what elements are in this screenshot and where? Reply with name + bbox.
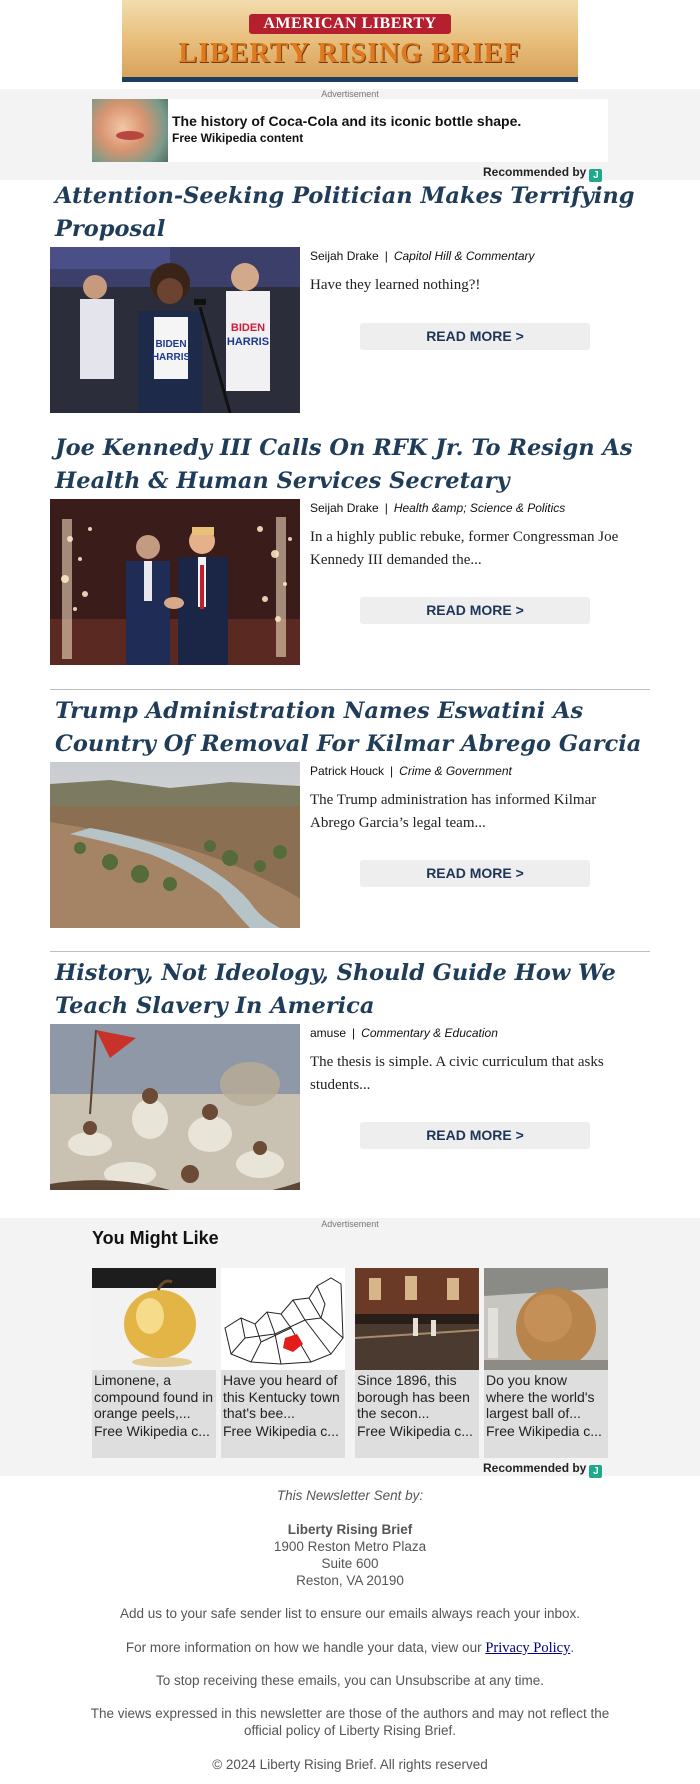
recommendation-card[interactable] (355, 1268, 479, 1458)
unsubscribe-note[interactable]: To stop receiving these emails, you can Unsubscribe at any time. (156, 1673, 544, 1688)
article-title[interactable]: Attention-Seeking Politician Makes Terrifying Proposal (55, 183, 635, 242)
recommendation-image (355, 1268, 479, 1370)
article-image[interactable] (50, 1024, 300, 1190)
ad-source: Free Wikipedia content (172, 131, 304, 145)
recommendation-source: Free Wikipedia c... (357, 1423, 473, 1439)
recommendation-card[interactable] (92, 1268, 216, 1458)
article-author: Patrick Houck (310, 764, 385, 778)
ad-thumbnail (92, 99, 168, 162)
disclaimer: The views expressed in this newsletter are those of the authors and may not reflect the official policy of Liberty Rising Brief. (90, 1706, 610, 1738)
ad-label: Advertisement (321, 89, 379, 99)
recommender-logo-icon: J (589, 1465, 602, 1478)
read-more-button[interactable]: READ MORE > (360, 860, 590, 887)
header-banner[interactable] (122, 0, 578, 82)
article-title[interactable]: Trump Administration Names Eswatini As Country Of Removal For Kilmar Abrego Garcia (55, 698, 642, 757)
article-title[interactable]: Joe Kennedy III Calls On RFK Jr. To Resign As Health & Human Services Secretary (55, 435, 633, 494)
article-author: Seijah Drake (310, 249, 379, 263)
recommendation-source: Free Wikipedia c... (223, 1423, 339, 1439)
article-excerpt: In a highly public rebuke, former Congressman Joe Kennedy III demanded the... (310, 529, 619, 568)
article-category: Commentary & Education (361, 1026, 498, 1040)
read-more-button[interactable]: READ MORE > (360, 597, 590, 624)
recommended-by[interactable]: Recommended by J (483, 165, 602, 182)
privacy-note: For more information on how we handle your data, view our Privacy Policy. (125, 1640, 575, 1656)
you-might-like-title: You Might Like (92, 1228, 219, 1248)
svg-text:BIDEN: BIDEN (230, 322, 266, 334)
recommendation-source: Free Wikipedia c... (486, 1423, 602, 1439)
ad-label: Advertisement (321, 1219, 379, 1229)
ad-title: The history of Coca-Cola and its iconic bottle shape. (172, 113, 522, 129)
read-more-button[interactable]: READ MORE > (360, 1122, 590, 1149)
address-line: Reston, VA 20190 (296, 1573, 404, 1588)
article-excerpt: The Trump administration has informed Kilmar Abrego Garcia’s legal team... (310, 792, 597, 831)
sent-by: This Newsletter Sent by: (276, 1488, 424, 1503)
article-author: amuse (310, 1026, 347, 1040)
recommendation-image (221, 1268, 345, 1370)
recommendation-text: Do you know where the world's largest ball of... (486, 1372, 595, 1421)
address-line: 1900 Reston Metro Plaza (273, 1539, 427, 1554)
article-image[interactable] (50, 762, 300, 928)
recommendation-text: Limonene, a compound found in orange peels,... (94, 1372, 214, 1421)
article-category: Capitol Hill & Commentary (393, 249, 535, 263)
read-more-button[interactable]: READ MORE > (360, 323, 590, 350)
divider (50, 951, 650, 952)
article-image[interactable] (50, 247, 300, 413)
article-excerpt: Have they learned nothing?! (310, 277, 481, 293)
recommendation-image (484, 1268, 608, 1370)
recommendation-card[interactable] (221, 1268, 345, 1458)
article-meta: Patrick Houck | Crime & Government (310, 764, 512, 778)
recommender-logo-icon: J (589, 169, 602, 182)
article-meta: amuse | Commentary & Education (310, 1026, 498, 1040)
article-category: Crime & Government (399, 764, 512, 778)
ad-card[interactable] (92, 99, 608, 162)
svg-text:HARRIS: HARRIS (226, 336, 270, 348)
ad-top (0, 89, 700, 180)
article-category: Health &amp; Science & Politics (393, 501, 566, 515)
divider (50, 689, 650, 690)
brand-top: AMERICAN LIBERTY (122, 14, 578, 34)
article-excerpt: The thesis is simple. A civic curriculum that asks students... (310, 1054, 604, 1093)
recommendation-source: Free Wikipedia c... (94, 1423, 210, 1439)
article-meta: Seijah Drake | Capitol Hill & Commentary (310, 249, 535, 263)
you-might-like-section (0, 1218, 700, 1476)
article-author: Seijah Drake (310, 501, 379, 515)
safe-sender-note: Add us to your safe sender list to ensure our emails always reach your inbox. (120, 1606, 580, 1621)
recommendation-text: Since 1896, this borough has been the secon... (357, 1372, 470, 1421)
article-image[interactable] (50, 499, 300, 665)
svg-text:BIDEN: BIDEN (155, 339, 187, 350)
address-line: Suite 600 (321, 1556, 379, 1571)
article-title[interactable]: History, Not Ideology, Should Guide How We Teach Slavery In America (55, 960, 616, 1019)
org-name: Liberty Rising Brief (287, 1522, 413, 1537)
copyright: © 2024 Liberty Rising Brief. All rights reserved (212, 1757, 488, 1772)
svg-text:HARRIS: HARRIS (151, 352, 191, 363)
article-meta: Seijah Drake | Health &amp; Science & Politics (310, 501, 566, 515)
recommended-by[interactable]: Recommended by J (483, 1461, 602, 1478)
recommendation-card[interactable] (484, 1268, 608, 1458)
recommendation-text: Have you heard of this Kentucky town that's bee... (223, 1372, 340, 1421)
brand-logo: LIBERTY RISING BRIEF (178, 38, 522, 69)
privacy-policy-link[interactable]: Privacy Policy (485, 1640, 571, 1656)
recommendation-image (92, 1268, 216, 1370)
